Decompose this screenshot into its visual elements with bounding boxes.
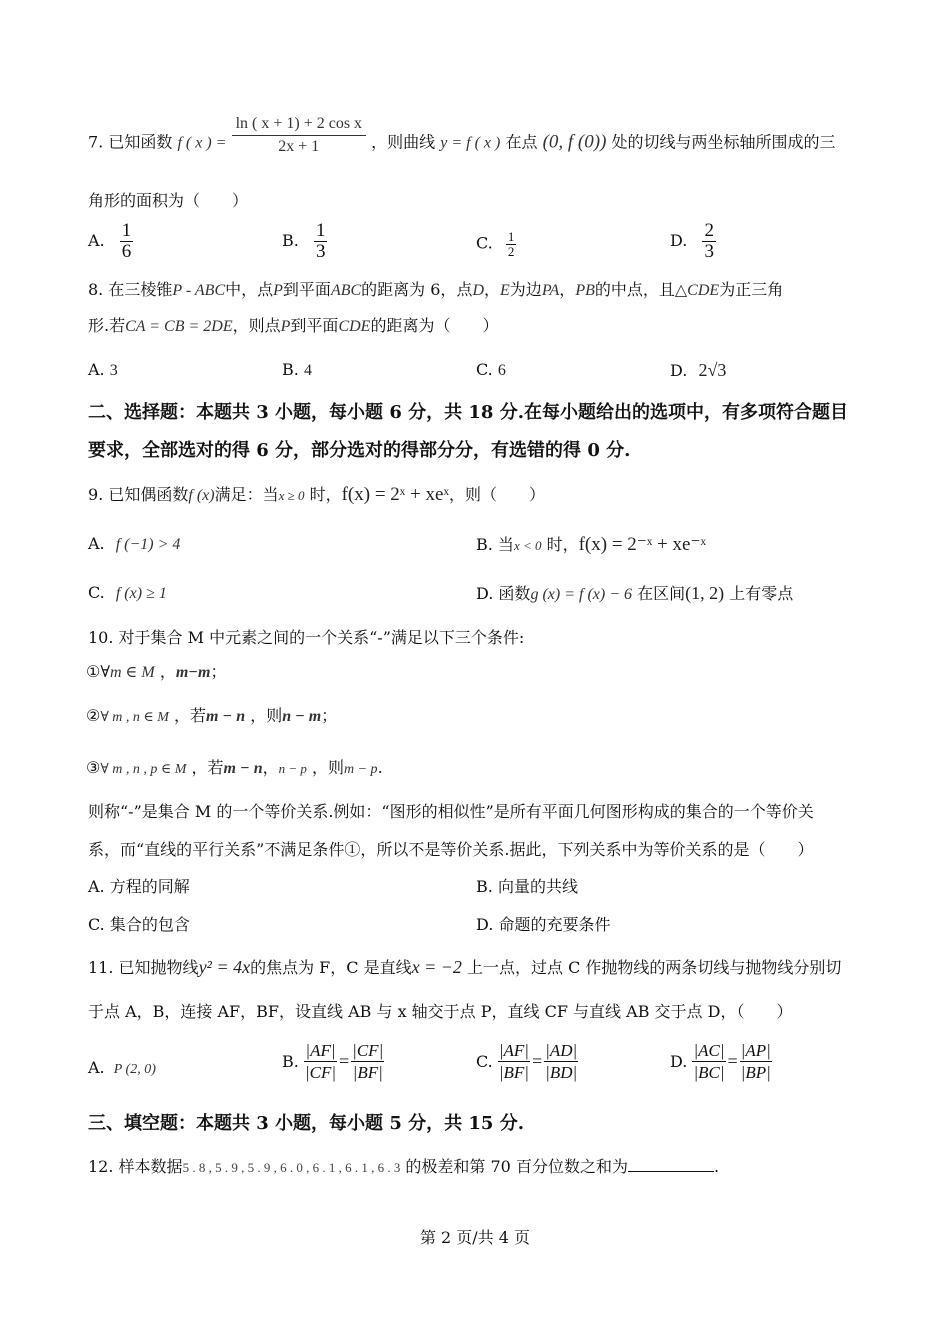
q7-function-fraction: $\frac{\text{ln ( x + 1) + 2 cos x}}{2x + 1}$ [232, 113, 366, 157]
q10-condition-3: ③∀ m , n , p ∈ M ，若m − n，n − p ，则m − p. [86, 758, 383, 777]
section-2-heading-cont: 要求，全部选对的得 6 分，部分选对的得部分分，有选错的得 0 分. [88, 440, 631, 461]
question-number: 11. [88, 958, 114, 977]
q8-option-d: D. 2√3 [670, 360, 727, 380]
q9-option-c: C. f (x) ≥ 1 [88, 583, 167, 602]
q10-option-d: D. 命题的充要条件 [476, 915, 611, 934]
q7-line1: 7. 已知函数 f ( x ) = $\frac{\text{ln ( x + 1) + 2 cos x}}{2x + 1}$ ，则曲线 y = f ( x ) 在点 (0, f (0)) 处的切线与两坐标轴所围成的三 [88, 129, 836, 157]
q9-option-b: B. 当x < 0 时，f(x) = 2⁻ˣ + xe⁻ˣ [476, 534, 706, 555]
q11-line1: 11. 已知抛物线y² = 4x的焦点为 F，C 是直线x = −2 上一点，过点 C 作抛物线的两条切线与抛物线分别切 [88, 957, 842, 977]
q10-line6: 系，而“直线的平行关系”不满足条件①，所以不是等价关系.据此，下列关系中为等价关系的是（ ） [88, 840, 814, 859]
question-number: 9. [88, 485, 104, 504]
question-number: 7. [88, 132, 104, 152]
q9-option-a: A. f (−1) > 4 [88, 534, 181, 553]
page-footer: 第 2 页/共 4 页 [419, 1228, 531, 1247]
q11-option-a: A. P (2, 0) [88, 1058, 156, 1077]
q7-line2: 角形的面积为（ ） [88, 191, 249, 210]
q8-line2: 形.若CA = CB = 2DE，则点P到平面CDE的距离为（ ） [88, 316, 499, 335]
question-number: 10. [88, 628, 114, 647]
q7-option-b: B. $\frac{1}{3}$ [282, 220, 326, 262]
q8-option-b: B. 4 [282, 360, 312, 379]
q8-option-c: C. 6 [476, 360, 506, 379]
q10-line5: 则称“-”是集合 M 的一个等价关系.例如：“图形的相似性”是所有平面几何图形构成的集合的一个等价关 [88, 802, 814, 821]
q9-option-d: D. 函数g (x) = f (x) − 6 在区间(1, 2) 上有零点 [476, 583, 794, 603]
q8-line1: 8. 在三棱锥P - ABC中，点P到平面ABC的距离为 6，点D，E为边PA，PB的中点，且△CDE为正三角 [88, 280, 784, 299]
q10-option-b: B. 向量的共线 [476, 877, 578, 896]
q11-option-c: C. $\frac{|AF|}{|BF|}$ = $\frac{|AD|}{|BD|}$ [476, 1041, 578, 1083]
q10-condition-2: ②∀ m , n ∈ M ，若m − n ，则n − m； [86, 706, 338, 725]
question-number: 8. [88, 280, 104, 299]
q10-line1: 10. 对于集合 M 中元素之间的一个关系“-”满足以下三个条件: [88, 628, 525, 647]
q11-option-d: D. $\frac{|AC|}{|BC|}$ = $\frac{|AP|}{|BP|}$ [670, 1041, 771, 1083]
q10-option-c: C. 集合的包含 [88, 915, 190, 934]
q10-option-a: A. 方程的同解 [88, 877, 190, 896]
section-3-heading: 三、填空题：本题共 3 小题，每小题 5 分，共 15 分. [88, 1113, 524, 1134]
section-2-heading: 二、选择题：本题共 3 小题，每小题 6 分，共 18 分.在每小题给出的选项中，有多项符合题目 [88, 402, 848, 423]
q8-option-a: A. 3 [88, 360, 118, 379]
answer-blank[interactable] [628, 1157, 714, 1172]
question-number: 12. [88, 1157, 114, 1176]
q11-line2: 于点 A，B，连接 AF，BF，设直线 AB 与 x 轴交于点 P，直线 CF 与直线 AB 交于点 D，（ ） [88, 1002, 793, 1021]
q7-option-c: C. $\frac{1}{2}$ [476, 229, 515, 259]
q7-option-d: D. $\frac{2}{3}$ [670, 220, 714, 262]
q7-option-a: A. $\frac{1}{6}$ [88, 220, 132, 262]
q9-line1: 9. 已知偶函数f (x)满足：当x ≥ 0 时，f(x) = 2ˣ + xeˣ，则（ ） [88, 484, 545, 505]
q12-line1: 12. 样本数据5 . 8 , 5 . 9 , 5 . 9 , 6 . 0 , 6 . 1 , 6 . 1 , 6 . 3 的极差和第 70 百分位数之和为 . [88, 1157, 720, 1176]
q11-option-b: B. $\frac{|AF|}{|CF|}$ = $\frac{|CF|}{|BF|}$ [282, 1041, 384, 1083]
q10-condition-1: ①∀m ∈ M ，m−m； [86, 662, 227, 681]
